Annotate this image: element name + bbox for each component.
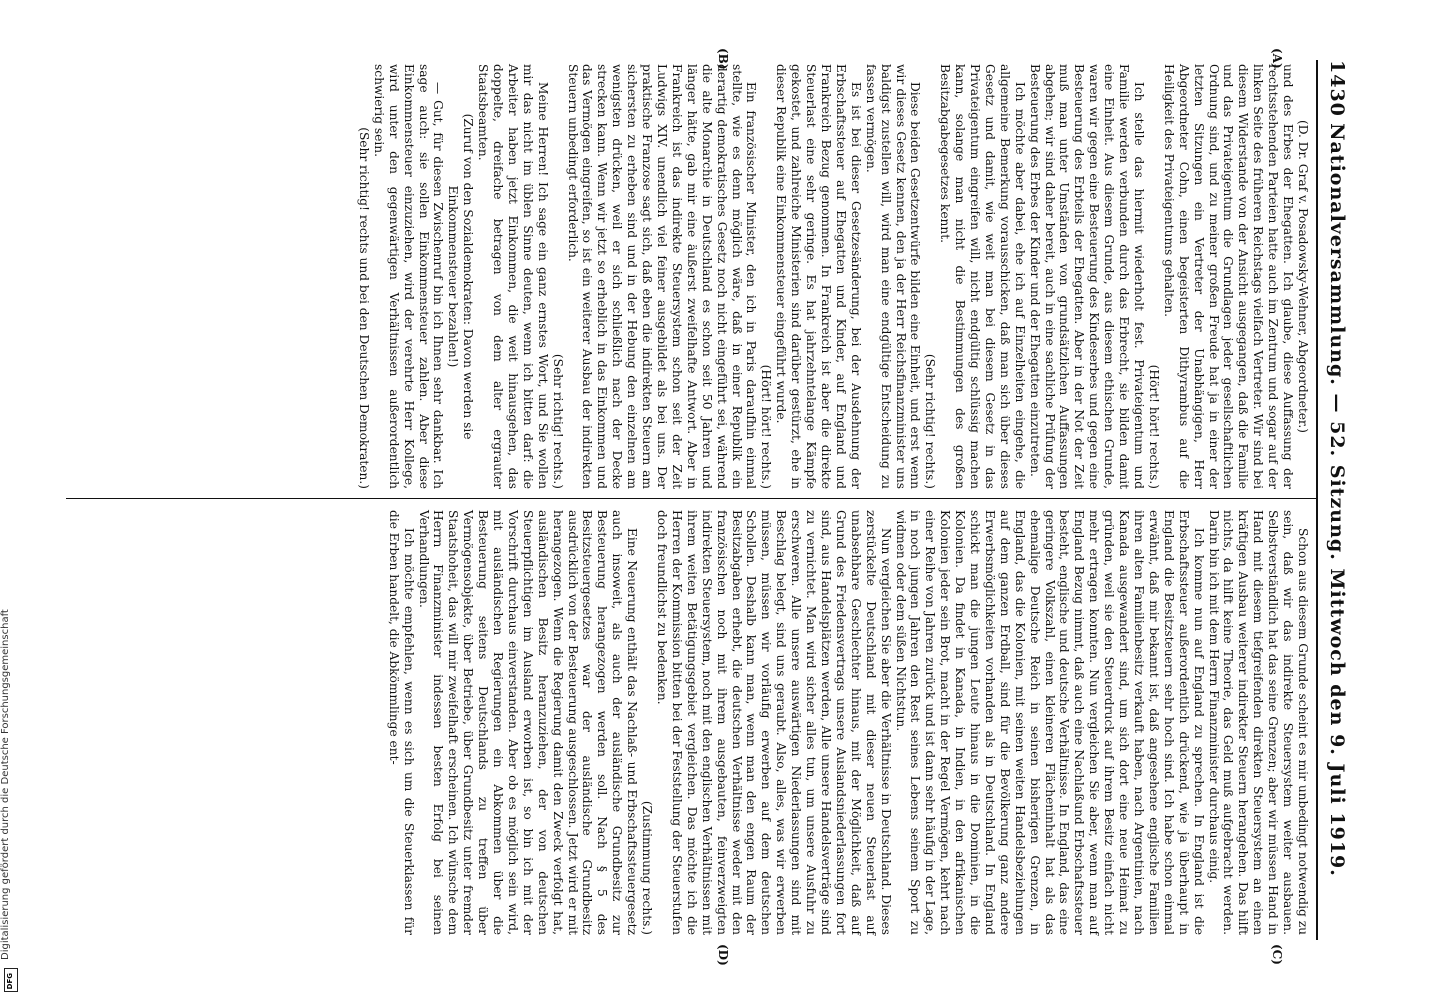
interjection: (Sehr richtig! rechts und bei den Deutschen Demokraten.) bbox=[356, 127, 371, 489]
interjection: (Sehr richtig! rechts.) bbox=[923, 353, 938, 489]
paragraph: Ich komme nun auf England zu sprechen. In England ist die Erbschaftssteuer außerordentlich drückend, wie ja überhaupt in England die Besitzsteuern sehr hoch sind. Ich habe schon einmal erwähnt, daß mir bekannt ist, daß angesehene englische Familien ihren alten Familienbesitz verkauft haben, nach Argentinien, nach Kanada ausgewandert sind, um sich dort eine neue Heimat zu gründen, weil sie den Steuerdruck auf ihrem Besitz einfach nicht mehr ertragen konnten. Nun vergleichen Sie aber, wenn man auf England Bezug nimmt, daß auch eine Nachlaßund Erbschaftssteuer besteht, englische und deutsche Verhältnisse. In England, das eine geringere Volkszahl, einen kleineren Flächeninhalt hat als das ehemalige Deutsche Reich in seinen bisherigen Grenzen, in England, das die Kolonien, mit seinen weiten Handelsbeziehungen auf dem ganzen Erdball, sind für die Bevölkerung ganz andere Erwerbsmöglichkeiten vorhanden als in Deutschland. In England schickt man die jungen Leute hinaus in die Dominien, in die Kolonien. Da findet in Kanada, in Indien, in den afrikanischen Kolonien jeder sein Brot, macht in der Regel Vermögen, kehrt nach einer Reihe von Jahren zurück und ist dann sehr häufig in der Lage, in noch jungen Jahren den Rest seines Lebens seinem Sport zu widmen oder dem süßen Nichtstun. bbox=[893, 510, 1206, 935]
page-number: 1430 bbox=[1326, 60, 1348, 117]
margin-marker-b: (B) bbox=[716, 48, 730, 70]
dfg-logo-text: DFG bbox=[6, 973, 14, 990]
paragraph: Eine Neuerung enthält das Nachlaß- und Erbschaftssteuergesetz auch insoweit, als auch der ausländische Grundbesitz zur Besteuerung herangezogen werden soll. Nach § 5 des Besitzsteuergesetzes war der ausländische Grundbesitz ausdrücklich von der Besteuerung ausgeschlossen. Jetzt wird er mit herangezogen. Wenn die Regierung damit den Zweck verfolgt hat, ausländischen Besitz heranzuziehen, der von deutschen Steuerpflichtigen im Ausland erworben ist, so bin ich mit der Vorschrift durchaus einverstanden. Aber ob es möglich sein wird, mit ausländischen Regierungen ein Abkommen über die Besteuerung seitens Deutschlands zu treffen über Vermögensobjekte, über Betriebe, über Grundbesitz unter fremder Staatshoheit, das will mir zweifelhaft erscheinen. Ich wünsche dem Herrn Finanzminister indessen besten Erfolg bei seinen Verhandlungen. bbox=[416, 510, 640, 935]
paragraph: Ich möchte empfehlen, wenn es sich um die Steuerklassen für die Erben handelt, die Abkömmlinge ent- bbox=[386, 510, 416, 935]
margin-marker-d: (D) bbox=[716, 944, 730, 966]
paragraph: und des Erbes der Ehegatten. Ich glaube, diese Auffassung der rechtsstehenden Parteien hatte auch im Zentrum und sogar auf der linken Seite des früheren Reichstags vielfach Vertreter. Wir sind bei diesem Widerstande von der Ansicht ausgegangen, daß die Familie und das Privateigentum die Grundlagen jeder gesellschaftlichen Ordnung sind, und zu meiner großen Freude hat ja in einer der letzten Sitzungen ein Vertreter der Unabhängigen, Herr Abgeordneter Cohn, einen begeisterten Dithyrambus auf die Heiligkeit des Privateigentums gehalten. bbox=[1161, 64, 1296, 489]
paragraph: Ich möchte aber dabei, ehe ich auf Einzelheiten eingehe, die allgemeine Bemerkung vorausschicken, daß man sich über dieses Gesetz und damit, wie weit man bei diesem Gesetz in das Privateigentum eingreifen will, nicht endgültig schlüssig machen kann, solange man nicht die Bestimmungen des großen Besitzabgabegesetzes kennt. bbox=[938, 64, 1027, 489]
paragraph: Es ist bei dieser Gesetzesänderung, bei der Ausdehnung der Erbschaftssteuer auf Ehegatten und Kinder, auf England und Frankreich Bezug genommen. In Frankreich ist aber die direkte Steuerlast eine sehr geringe. Es hat jahrzehntelange Kämpfe gekostet, und zahlreiche Ministerien sind darüber gestürzt, ehe in dieser Republik eine Einkommensteuer eingeführt wurde. bbox=[774, 64, 863, 489]
interjection: (Zustimmung rechts.) bbox=[640, 800, 655, 935]
paragraph: Meine Herren! Ich sage ein ganz ernstes Wort, und Sie wollen mir das nicht im üblen Sinne deuten, wenn ich bitten darf: die Arbeiter haben jetzt Einkommen, die weit hinausgehen, das doppelte, dreifache betragen von dem alter ergrauter Staatsbeamten. bbox=[476, 64, 550, 489]
page-title: Nationalversammlung. — 52. Sitzung. Mittwoch den 9. Juli 1919. bbox=[1326, 123, 1348, 877]
dfg-logo bbox=[4, 968, 18, 992]
margin-marker-c: (C) bbox=[1270, 944, 1284, 965]
interjection: (Zuruf von den Sozialdemokraten: Davon werden sie Einkommensteuer bezahlen!) bbox=[446, 113, 476, 440]
page-header bbox=[1320, 60, 1348, 940]
paragraph: Ein französischer Minister, den ich in Paris daraufhin einmal stellte, wie es denn möglich wäre, daß in einer Republik ein derartig demokratisches Gesetz noch nicht eingeführt sei, während die alte Monarchie in Deutschland es schon seit 50 Jahren und länger hätte, gab mir eine äußerst zweifelhafte Antwort. Aber in Frankreich ist das indirekte Steuersystem schon seit der Zeit Ludwigs XIV. unendlich viel feiner ausgebildet als bei uns. Der praktische Franzose sagt sich, daß eben die indirekten Steuern am sichersten zu erheben sind und in der Hebung den einzelnen am wenigsten drücken, weil er sich schließlich nach der Decke strecken kann. Wenn wir jetzt so erheblich in das Einkommen und das Vermögen eingreifen, so ist ein weiterer Ausbau der indirekten Steuern unbedingt erforderlich. bbox=[565, 64, 759, 489]
interjection: (Hört! hört! rechts.) bbox=[1146, 364, 1161, 489]
paragraph: Schon aus diesem Grunde scheint es mir unbedingt notwendig zu sein, daß wir das indirekte Steuersystem weiter ausbauen. Selbstverständlich hat das seine Grenzen; aber wir müssen Hand in Hand mit diesem tiefgreifenden direkten Steuersystem an einen kräftigen Ausbau weiterer indirekter Steuern herangehen. Das hilft nichts, da hilft keine Theorie, das Geld muß aufgebracht werden. Darin bin ich mit dem Herrn Finanzminister durchaus einig. bbox=[1206, 510, 1310, 935]
paragraph: Diese beiden Gesetzentwürfe bilden eine Einheit, und erst wenn wir dieses Gesetz kennen, den ja der Herr Reichsfinanzminister uns baldigst zustellen will, wird man eine endgültige Entscheidung zu fassen vermögen. bbox=[863, 64, 923, 489]
interjection: (Hört! hört! rechts.) bbox=[759, 364, 774, 489]
interjection: (Sehr richtig! rechts.) bbox=[550, 353, 565, 489]
margin-marker-a: (A) bbox=[1270, 48, 1284, 69]
right-column bbox=[386, 510, 1310, 935]
column-divider bbox=[66, 498, 1316, 499]
digitization-credit: Digitalisierung gefördert durch die Deutsche Forschungsgemeinschaft bbox=[0, 609, 11, 960]
paragraph: — Gut, für diesen Zwischenruf bin ich Ihnen sehr dankbar. Ich sage auch: sie sollen Einkommensteuer zahlen. Aber diese Einkommensteuer einzuziehen, wird der verehrte Herr Kollege, wird unter den gegenwärtigen Verhältnissen außerordentlich schwierig sein. bbox=[371, 64, 446, 489]
speaker-note: (D. Dr. Graf v. Posadowsky-Wehner, Abgeordneter.) bbox=[1296, 119, 1310, 434]
left-column bbox=[356, 64, 1310, 489]
paragraph: Nun vergleichen Sie aber die Verhältnisse in Deutschland. Dieses zerstückelte Deutschland mit dieser neuen Steuerlast auf unabsehbare Geschlechter hinaus, mit der Möglichkeit, daß auf Grund des Friedensvertrags unsere Auslandsniederlassungen fort sind, aus Handelsplätzen werden, Alle unsere Handelsverträge sind zu vernichtet. Man wird sicher alles tun, um unsere Ausfuhr zu erschweren. Alle unsere auswärtigen Niederlassungen sind mit Beschlag belegt, sind uns geraubt. Also, alles, was wir erwerben müssen, müssen wir vorläufig erwerben auf dem deutschen Schollen. Deshalb kann man, wenn man den engen Raum der Besitzabgaben erhebt, die deutschen Verhältnisse weder mit den französischen noch mit ihrem ausgebauten, feinverzweigten indirekten Steuersystem, noch mit den englischen Verhältnissen mit ihrem weiten Betätigungsgebiet vergleichen. Das möchte ich die Herren der Kommission bitten bei der Feststellung der Steuerstufen doch freundlichst zu bedenken. bbox=[655, 510, 893, 935]
paragraph: Ich stelle das hiermit wiederholt fest. Privateigentum und Familie werden verbunden durch das Erbrecht, sie bilden damit eine Einheit. Aus diesem Grunde, aus diesem ethischen Grunde, waren wir gegen eine Besteuerung des Kindeserbes und gegen eine Besteuerung des Erbteils der Ehegatten. Aber in der Not der Zeit muß man unter Umständen von grundsätzlichen Auffassungen abgehen; wir sind daher bereit, auch in eine sachliche Prüfung der Besteuerung des Erbes der Kinder und der Ehegatten einzutreten. bbox=[1027, 64, 1147, 489]
header-rule bbox=[1316, 60, 1318, 940]
